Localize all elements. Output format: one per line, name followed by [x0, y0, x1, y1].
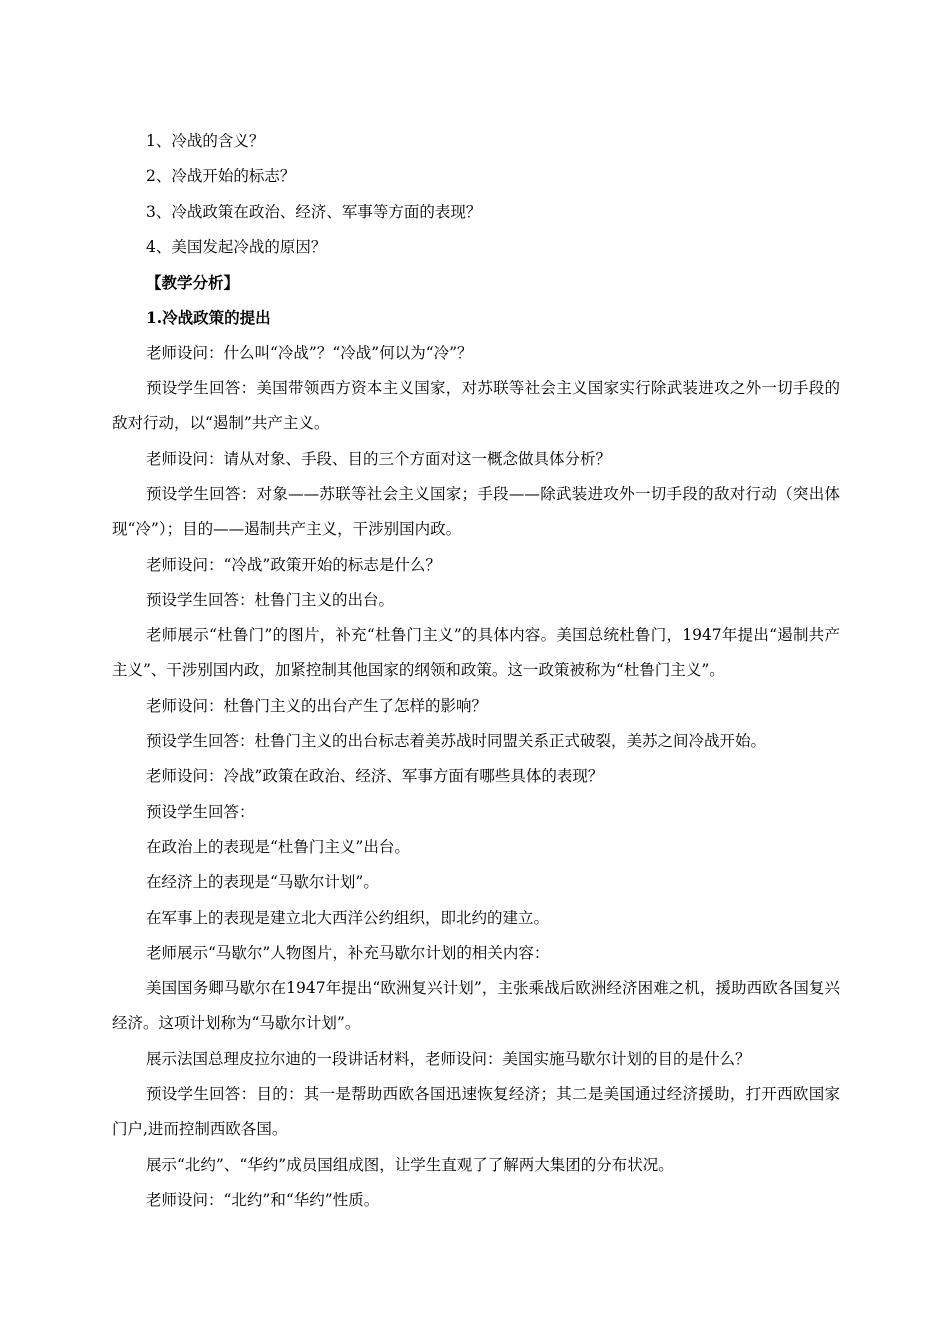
paragraph: 在军事上的表现是建立北大西洋公约组织，即北约的建立。 [146, 908, 550, 927]
paragraph: 预设学生回答：美国带领西方资本主义国家，对苏联等社会主义国家实行除武装进攻之外一切手段的敌对行动，以“遏制”共产主义。 [112, 379, 840, 433]
paragraph: 老师设问：“冷战”政策开始的标志是什么？ [146, 555, 441, 574]
paragraph: 预设学生回答： [146, 802, 255, 821]
paragraph: 预设学生回答：目的：其一是帮助西欧各国迅速恢复经济；其二是美国通过经济援助，打开西欧国家门户,进而控制西欧各国。 [112, 1085, 840, 1139]
paragraph: 在经济上的表现是“马歇尔计划”。 [146, 873, 379, 892]
subsection-heading-cold-war-policy: 1.冷战政策的提出 [146, 308, 271, 328]
paragraph: 在政治上的表现是“杜鲁门主义”出台。 [146, 837, 410, 856]
paragraph: 老师设问：“北约”和“华约”性质。 [146, 1190, 380, 1209]
paragraph: 预设学生回答：对象——苏联等社会主义国家；手段——除武装进攻外一切手段的敌对行动（突出体现“冷”）；目的——遏制共产主义，干涉别国内政。 [112, 484, 840, 539]
paragraph: 老师设问：杜鲁门主义的出台产生了怎样的影响？ [146, 696, 488, 715]
section-heading-teaching-analysis: 【教学分析】 [146, 273, 240, 293]
document-body [112, 124, 840, 1218]
paragraph: 展示法国总理皮拉尔迪的一段讲话材料，老师设问：美国实施马歇尔计划的目的是什么？ [146, 1049, 751, 1068]
paragraph: 老师展示“马歇尔”人物图片，补充马歇尔计划的相关内容： [146, 943, 550, 962]
paragraph: 展示“北约”、“华约”成员国组成图，让学生直观了了解两大集团的分布状况。 [146, 1155, 674, 1174]
paragraph: 老师设问：冷战”政策在政治、经济、军事方面有哪些具体的表现？ [146, 767, 604, 786]
question-3: 3、冷战政策在政治、经济、军事等方面的表现？ [146, 202, 482, 221]
paragraph: 老师设问：请从对象、手段、目的三个方面对这一概念做具体分析？ [146, 449, 612, 468]
paragraph: 预设学生回答：杜鲁门主义的出台。 [146, 590, 395, 609]
question-2: 2、冷战开始的标志？ [146, 167, 296, 186]
paragraph: 老师设问：什么叫“冷战”？“冷战”何以为“冷”？ [146, 343, 473, 362]
paragraph: 美国国务卿马歇尔在1947年提出“欧洲复兴计划”，主张乘战后欧洲经济困难之机，援助西欧各国复兴经济。这项计划称为“马歇尔计划”。 [112, 979, 840, 1033]
question-4: 4、美国发起冷战的原因？ [146, 237, 327, 256]
question-1: 1、冷战的含义？ [146, 132, 265, 150]
paragraph: 老师展示“杜鲁门”的图片，补充“杜鲁门主义”的具体内容。美国总统杜鲁门，1947年提出“遏制共产主义”、干涉别国内政，加紧控制其他国家的纲领和政策。这一政策被称为“杜鲁门主义”。 [112, 626, 840, 680]
paragraph: 预设学生回答：杜鲁门主义的出台标志着美苏战时同盟关系正式破裂，美苏之间冷战开始。 [146, 732, 767, 751]
